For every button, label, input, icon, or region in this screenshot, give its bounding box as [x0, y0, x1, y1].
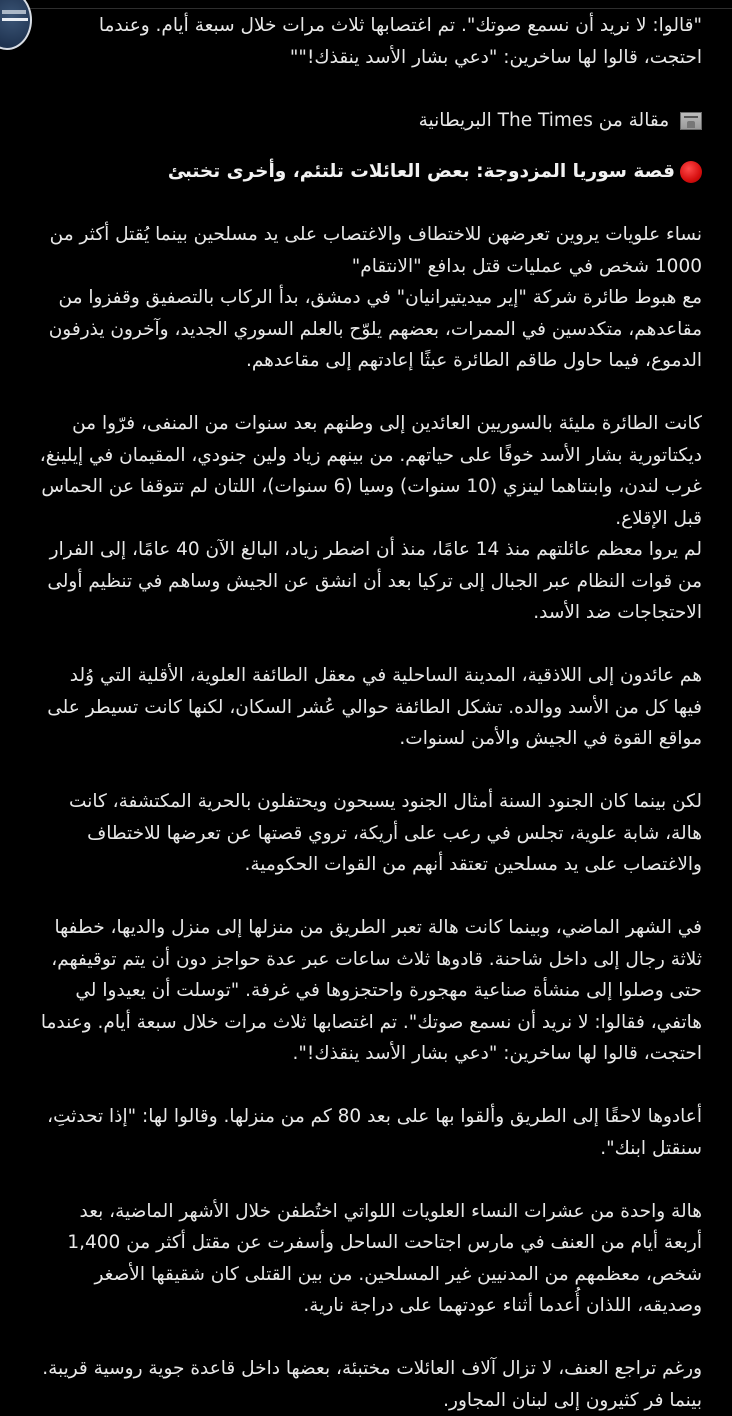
- headline-text: قصة سوريا المزدوجة: بعض العائلات تلتئم، وأخرى تختبئ: [167, 161, 675, 182]
- source-publication: The Times: [497, 109, 593, 131]
- article-paragraph: هم عائدون إلى اللاذقية، المدينة الساحلية في معقل الطائفة العلوية، الأقلية التي وُلد فيها كل من الأسد ووالده. تشكل الطائفة حوالي عُشر السكان، لكنها كانت تسيطر على مواقع القوة في الجيش والأمن لسنوات.: [47, 665, 702, 749]
- article-paragraph: ورغم تراجع العنف، لا تزال آلاف العائلات مختبئة، بعضها داخل قاعدة جوية روسية قريبة. بينما فر كثيرون إلى لبنان المجاور.: [42, 1358, 702, 1411]
- intro-quote: "قالوا: لا نريد أن نسمع صوتك". تم اغتصابها ثلاث مرات خلال سبعة أيام. وعندما احتجت، قالوا لها ساخرين: "دعي بشار الأسد ينقذك!"": [98, 15, 702, 68]
- article-paragraph: كانت الطائرة مليئة بالسوريين العائدين إلى وطنهم بعد سنوات من المنفى، فرّوا من ديكتاتورية بشار الأسد خوفًا على حياتهم. من بينهم زياد ولين جنودي، المقيمان في إيلينغ، غرب لندن، وابنتاهما لينزي (10 سنوات) وسيا (6 سنوات)، اللتان لم تتوقفا عن الحماس قبل الإقلاع.: [39, 413, 702, 529]
- article-paragraph: لكن بينما كان الجنود السنة أمثال الجنود يسبحون ويحتفلون بالحرية المكتشفة، كانت هالة، شابة علوية، تجلس في رعب على أريكة، تروي قصتها عن تعرضها للاختطاف والاغتصاب على يد مسلحين تعتقد أنهم من القوات الحكومية.: [69, 791, 702, 875]
- article-paragraph: في الشهر الماضي، وبينما كانت هالة تعبر الطريق من منزلها إلى منزل والديها، خطفها ثلاثة رجال إلى داخل شاحنة. قادوها ثلاث ساعات عبر عدة حواجز دون أن يتم توقيفهم، حتى وصلوا إلى منشأة صناعية مهجورة واحتجزوها في غرفة. "توسلت أن يعيدوا لي هاتفي، فقالوا: لا نريد أن نسمع صوتك". تم اغتصابها ثلاث مرات خلال سبعة أيام. وعندما احتجت، قالوا لها ساخرين: "دعي بشار الأسد ينقذك!".: [40, 917, 702, 1064]
- channel-avatar[interactable]: [0, 0, 32, 50]
- message-body: [36, 10, 702, 1416]
- article-lead: نساء علويات يروين تعرضهن للاختطاف والاغتصاب على يد مسلحين بينما يُقتل أكثر من 1000 شخص في عمليات قتل بدافع "الانتقام": [49, 224, 702, 277]
- article-paragraph: لم يروا معظم عائلتهم منذ 14 عامًا، منذ أن اضطر زياد، البالغ الآن 40 عامًا، إلى الفرار من قوات النظام عبر الجبال إلى تركيا بعد أن انشق عن الجيش وساهم في تنظيم أولى الاحتجاجات ضد الأسد.: [47, 539, 702, 623]
- source-suffix: البريطانية: [418, 109, 492, 131]
- red-circle-icon: [680, 161, 702, 183]
- newspaper-icon: [680, 112, 702, 130]
- article-paragraph: مع هبوط طائرة شركة "إير ميديتيرانيان" في دمشق، بدأ الركاب بالتصفيق وقفزوا من مقاعدهم، متكدسين في الممرات، بعضهم يلوّح بالعلم السوري الجديد، وآخرون يذرفون الدموع، فيما حاول طاقم الطائرة عبثًا إعادتهم إلى مقاعدهم.: [48, 287, 702, 371]
- article-paragraph: هالة واحدة من عشرات النساء العلويات اللواتي اختُطفن خلال الأشهر الماضية، بعد أربعة أيام من العنف في مارس اجتاحت الساحل وأسفرت عن مقتل أكثر من 1,400 شخص، معظمهم من المدنيين غير المسلحين. من بين القتلى كان شقيقها الأصغر وصديقه، اللذان أُعدما أثناء عودتهما على دراجة نارية.: [67, 1200, 702, 1316]
- article-headline: [36, 156, 702, 188]
- avatar-logo-text: [2, 10, 26, 14]
- source-line: [36, 105, 702, 137]
- avatar-logo-bar: [2, 18, 28, 21]
- source-prefix: مقالة من: [598, 109, 670, 131]
- article-paragraph: أعادوها لاحقًا إلى الطريق وألقوا بها على بعد 80 كم من منزلها. وقالوا لها: "إذا تحدثتِ، سنقتل ابنك".: [47, 1106, 702, 1159]
- top-divider: [20, 8, 732, 9]
